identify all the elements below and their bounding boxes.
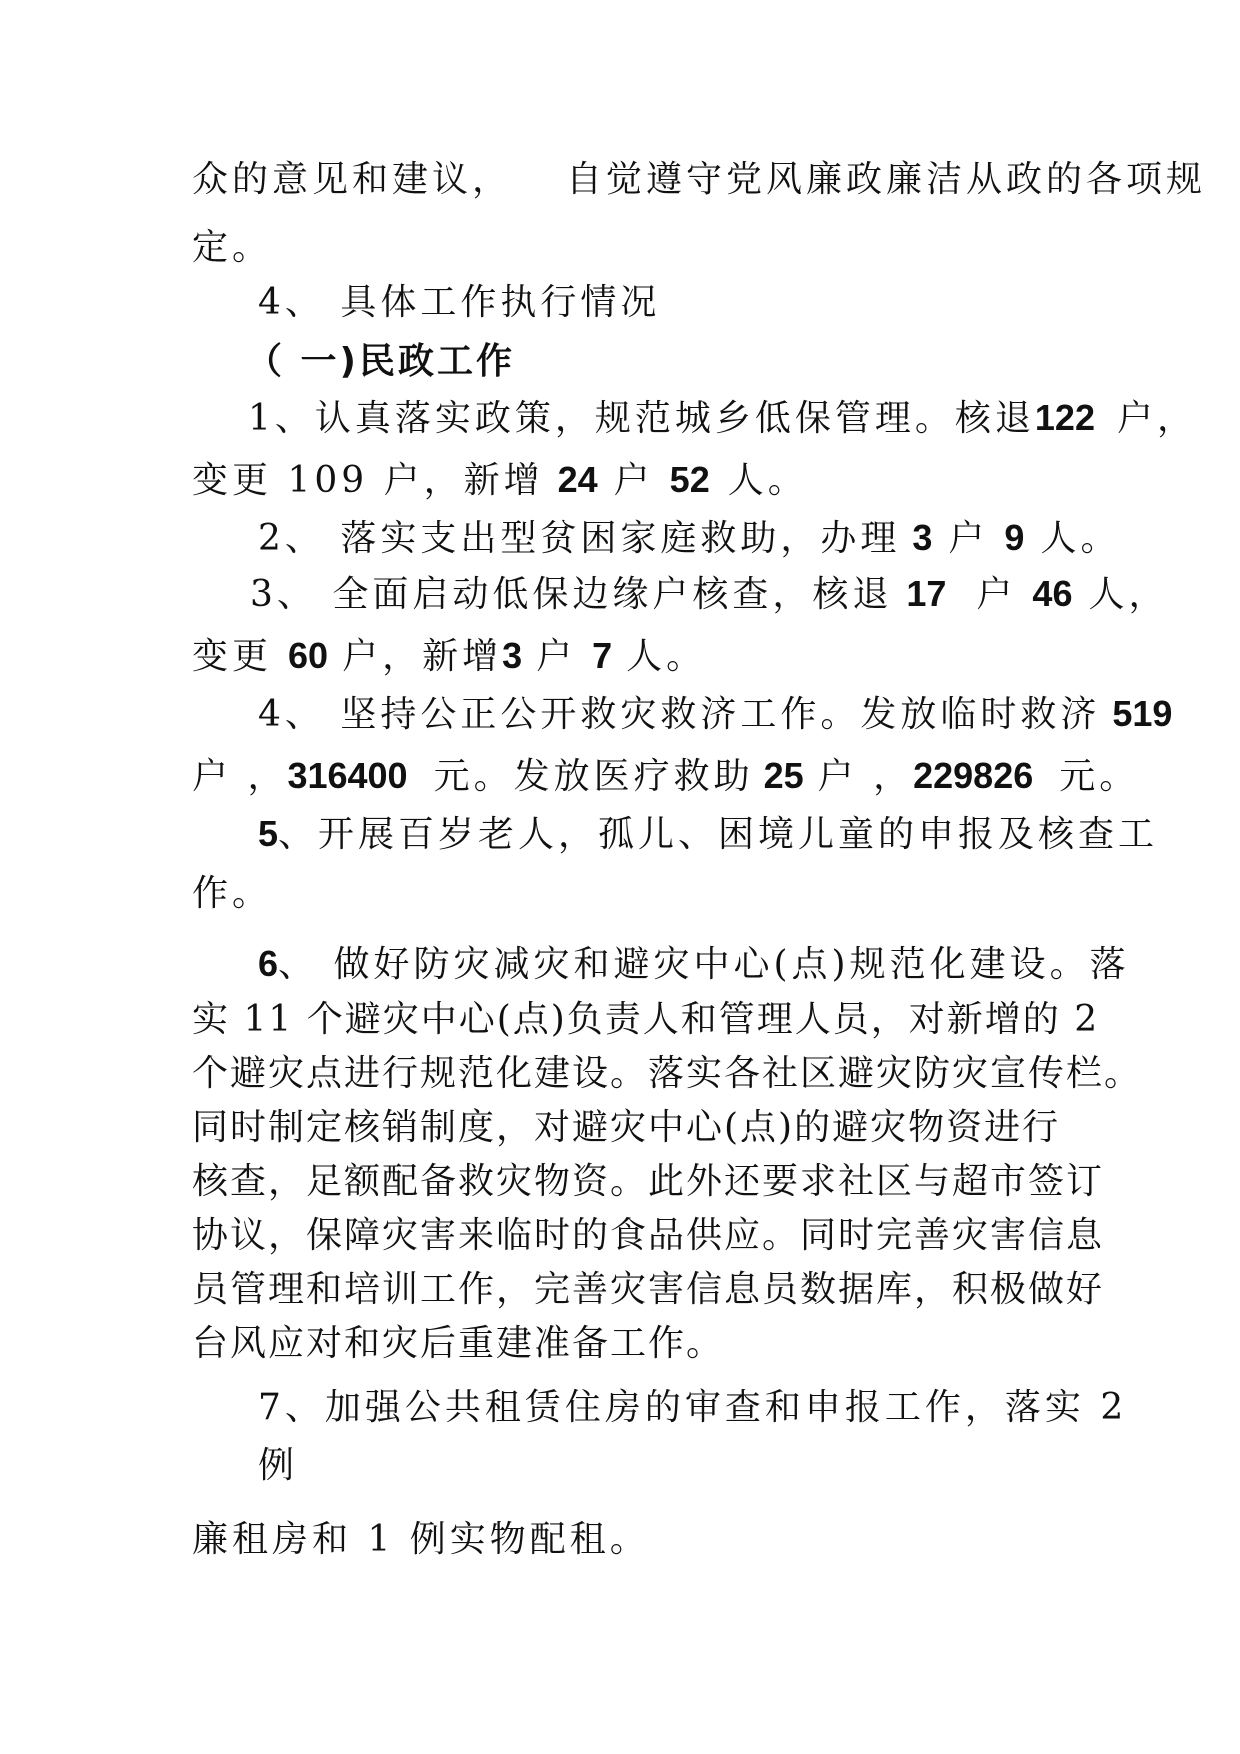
paragraph-line: 员管理和培训工作，完善灾害信息员数据库，积极做好 [192, 1269, 1105, 1310]
number: 519 [1112, 693, 1173, 734]
text-segment: 人， [1088, 574, 1169, 615]
number: 24 [557, 459, 598, 500]
number: 7 [592, 635, 613, 676]
number: 122 [1034, 397, 1095, 438]
paragraph-line [250, 574, 1168, 615]
text-segment: 1、认真落实政策，规范城乡低保管理。核退 [248, 398, 1035, 439]
number: 316400 [287, 755, 408, 796]
number: 17 [906, 573, 947, 614]
text-segment: 元。 [1059, 756, 1140, 797]
paragraph-line [192, 460, 808, 501]
paragraph-line: 核查，足额配备救灾物资。此外还要求社区与超市签订 [192, 1161, 1105, 1202]
paragraph-line: 7、加强公共租赁住房的审查和申报工作，落实 2 [258, 1387, 1128, 1428]
text-line [192, 160, 1206, 200]
number: 229826 [913, 755, 1034, 796]
text-segment: 3、 全面启动低保边缘户核查，核退 [250, 574, 893, 615]
text-segment: 自觉遵守党风廉政廉洁从政的各项规 [566, 159, 1207, 200]
paragraph-line: 廉租房和 1 例实物配租。 [192, 1519, 650, 1560]
number: 5 [258, 813, 279, 854]
number: 46 [1032, 573, 1073, 614]
text-segment: 元。发放医疗救助 [433, 756, 754, 797]
section-item: 4、 具体工作执行情况 [258, 282, 661, 323]
text-segment: 4、 坚持公正公开救灾救济工作。发放临时救济 [258, 694, 1101, 735]
paragraph-line [258, 518, 1120, 559]
text-segment: 户， [1116, 398, 1197, 439]
number: 9 [1004, 517, 1025, 558]
text-segment: 2、 落实支出型贫困家庭救助，办理 [258, 518, 901, 559]
text-segment: 人。 [1040, 518, 1121, 559]
text-segment: 、开展百岁老人，孤儿、困境儿童的申报及核查工 [278, 814, 1159, 855]
paragraph-line [258, 814, 1158, 855]
paragraph-line: 作。 [192, 873, 273, 914]
text-segment: 户 [613, 460, 654, 501]
paragraph-line: 协议，保障灾害来临时的食品供应。同时完善灾害信息 [192, 1215, 1105, 1256]
paragraph-line [192, 756, 1139, 797]
paragraph-line: 例 [258, 1445, 299, 1486]
text-segment: 变更 [192, 636, 273, 677]
text-segment: 众的意见和建议， [192, 159, 513, 200]
number: 25 [763, 755, 804, 796]
paragraph-line [258, 944, 1130, 985]
text-segment: 人。 [626, 636, 707, 677]
number: 6 [258, 943, 279, 984]
text-segment: 户，新增 [342, 636, 503, 677]
text-segment: 变更 109 户，新增 [192, 460, 544, 501]
paragraph-line [192, 636, 706, 677]
paragraph-line: 台风应对和灾后重建准备工作。 [192, 1323, 725, 1364]
paragraph-line [258, 694, 1172, 735]
text-segment: 、 做好防灾减灾和避灾中心(点)规范化建设。落 [278, 944, 1130, 985]
number: 3 [502, 635, 523, 676]
text-segment: 人。 [727, 460, 808, 501]
number: 60 [288, 635, 329, 676]
number: 52 [669, 459, 710, 500]
text-segment: 户 ， [817, 756, 914, 797]
paragraph-line: 实 11 个避灾中心(点)负责人和管理人员，对新增的 2 [192, 999, 1100, 1040]
paragraph-line: 个避灾点进行规范化建设。落实各社区避灾防灾宣传栏。 [192, 1053, 1143, 1094]
text-segment: 户 [536, 636, 577, 677]
text-segment: 户 [976, 574, 1017, 615]
text-segment: 户 ， [192, 756, 288, 797]
paragraph-line: 同时制定核销制度，对避灾中心(点)的避灾物资进行 [192, 1107, 1061, 1148]
paragraph-line [248, 398, 1197, 439]
text-line: 定。 [192, 227, 273, 268]
section-heading: （ 一)民政工作 [246, 341, 515, 382]
number: 3 [912, 517, 933, 558]
text-segment: 户 [948, 518, 989, 559]
